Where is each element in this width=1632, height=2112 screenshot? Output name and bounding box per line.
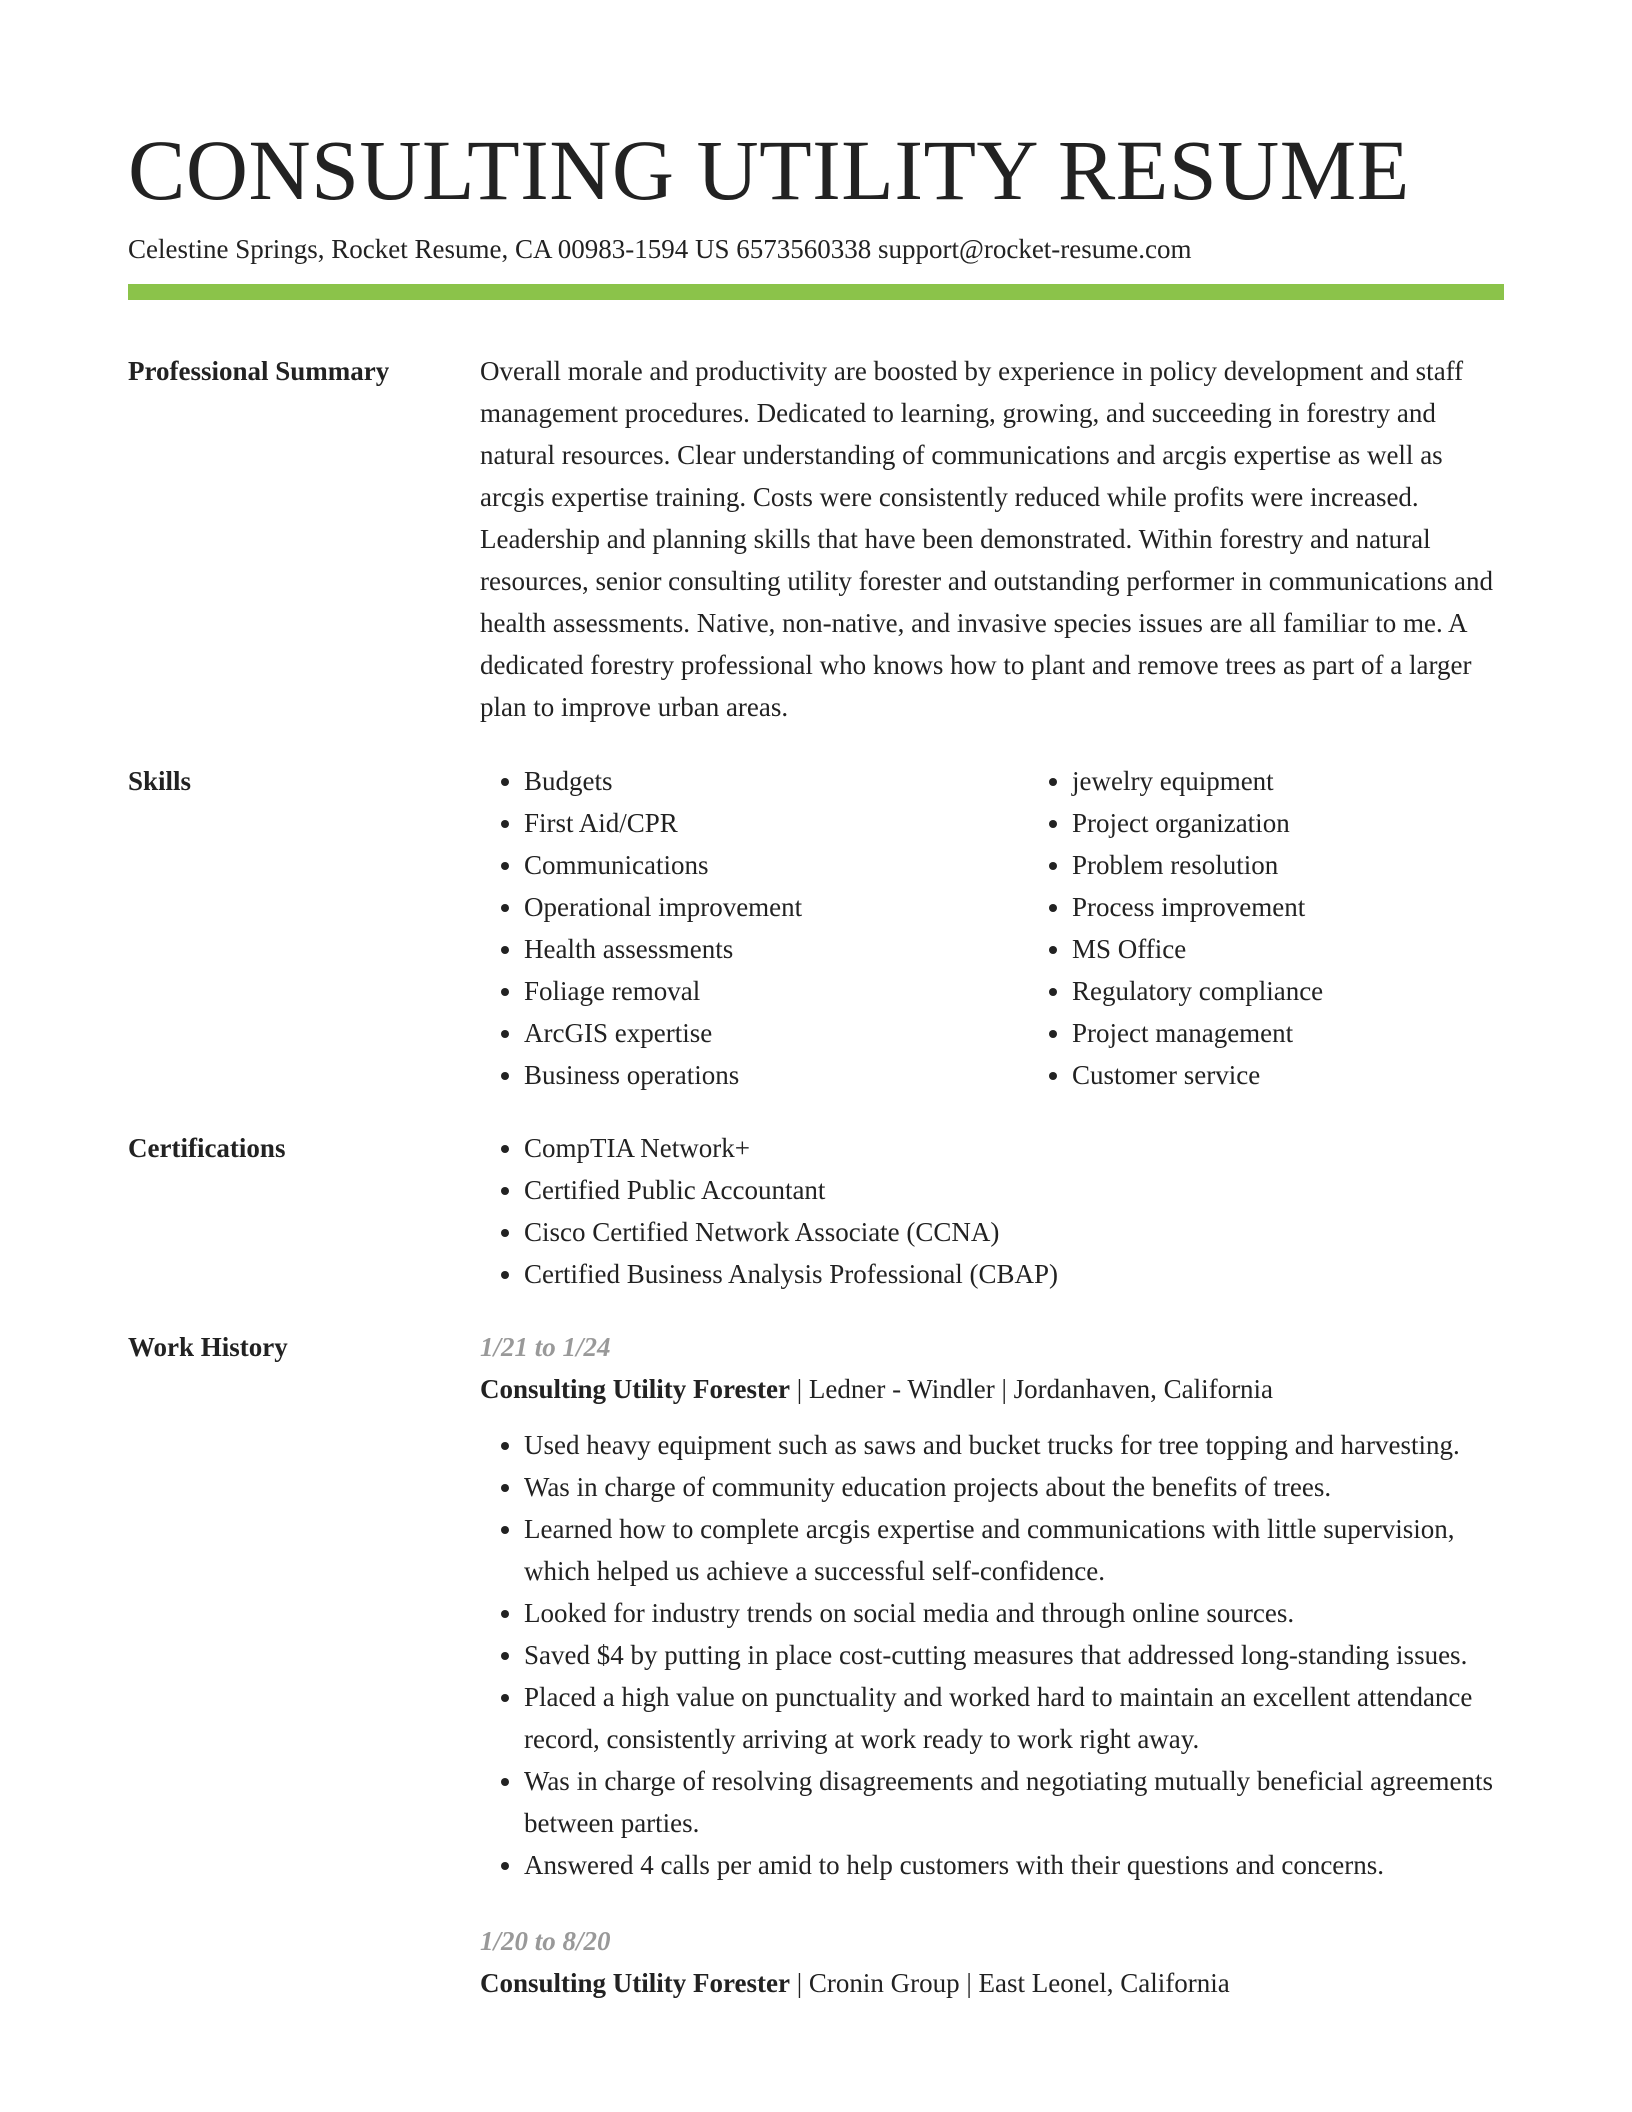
summary-text: Overall morale and productivity are boosted by experience in policy development and staff management procedures. Dedicated to learning, growing, and succeeding in forestry and natural resources. Clear understanding of communications and arcgis expertise as well as arcgis expertise training. Costs were consistently reduced while profits were increased. Leadership and planning skills that have been demonstrated. Within forestry and natural resources, senior consulting utility forester and outstanding performer in communications and health assessments. Native, non-native, and invasive species issues are all familiar to me. A dedicated forestry professional who knows how to plant and remove trees as part of a larger plan to improve urban areas. — [480, 356, 1494, 722]
contact-address: Celestine Springs, Rocket Resume, CA 00983-1594 US — [128, 234, 730, 264]
skill-item: • Business operations — [524, 1054, 1028, 1096]
contact-phone: 6573560338 — [736, 234, 872, 264]
section-certifications — [128, 1127, 1504, 1295]
job-entry — [480, 1326, 1504, 1886]
job-heading — [480, 1368, 1504, 1410]
job-heading — [480, 1962, 1504, 2004]
skill-item: • ArcGIS expertise — [524, 1012, 1028, 1054]
job-dates: 1/20 to 8/20 — [480, 1926, 611, 1956]
skill-item: • Health assessments — [524, 928, 1028, 970]
job-bullet: • Placed a high value on punctuality and worked hard to maintain an excellent attendance record, consistently arriving at work ready to work right away. — [524, 1676, 1504, 1760]
skills-grid — [480, 760, 1504, 1096]
skill-item: • jewelry equipment — [1072, 760, 1576, 802]
job-bullets — [480, 1424, 1504, 1886]
skill-item: • Operational improvement — [524, 886, 1028, 928]
skill-item: • Communications — [524, 844, 1028, 886]
section-skills — [128, 760, 1504, 1096]
certification-item: • CompTIA Network+ — [524, 1127, 1504, 1169]
job-dates: 1/21 to 1/24 — [480, 1332, 611, 1362]
certification-item: • Certified Public Accountant — [524, 1169, 1504, 1211]
job-bullet: • Used heavy equipment such as saws and bucket trucks for tree topping and harvesting. — [524, 1424, 1504, 1466]
resume-page — [128, 0, 1504, 2004]
header-divider — [128, 284, 1504, 300]
section-label: Skills — [128, 766, 192, 796]
skill-item: • Project management — [1072, 1012, 1576, 1054]
contact-email: support@rocket-resume.com — [877, 234, 1192, 264]
skill-item: • Foliage removal — [524, 970, 1028, 1012]
job-bullet: • Answered 4 calls per amid to help customers with their questions and concerns. — [524, 1844, 1504, 1886]
job-bullet: • Looked for industry trends on social media and through online sources. — [524, 1592, 1504, 1634]
job-title: Consulting Utility Forester — [480, 1374, 790, 1404]
job-entry — [480, 1920, 1504, 2004]
job-bullet: • Was in charge of resolving disagreements and negotiating mutually beneficial agreements between parties. — [524, 1760, 1504, 1844]
section-work-history — [128, 1326, 1504, 2004]
skills-column-right — [1028, 760, 1576, 1096]
skill-item: • Project organization — [1072, 802, 1576, 844]
section-body — [480, 1326, 1504, 2004]
certifications-list — [480, 1127, 1504, 1295]
skill-item: • Customer service — [1072, 1054, 1576, 1096]
skill-item: • Budgets — [524, 760, 1028, 802]
job-employer-location: | Cronin Group | East Leonel, California — [789, 1968, 1230, 1998]
section-body — [480, 1127, 1504, 1295]
certification-item: • Certified Business Analysis Professional (CBAP) — [524, 1253, 1504, 1295]
section-label: Work History — [128, 1332, 288, 1362]
section-professional-summary — [128, 350, 1504, 728]
job-employer-location: | Ledner - Windler | Jordanhaven, California — [789, 1374, 1274, 1404]
skill-item: • Process improvement — [1072, 886, 1576, 928]
skill-item: • First Aid/CPR — [524, 802, 1028, 844]
skill-item: • MS Office — [1072, 928, 1576, 970]
skill-item: • Regulatory compliance — [1072, 970, 1576, 1012]
job-bullet: • Was in charge of community education projects about the benefits of trees. — [524, 1466, 1504, 1508]
job-bullet: • Learned how to complete arcgis expertise and communications with little supervision, which helped us achieve a successful self-confidence. — [524, 1508, 1504, 1592]
section-body — [480, 350, 1504, 728]
section-label: Certifications — [128, 1133, 286, 1163]
section-body — [480, 760, 1504, 1096]
skills-column-left — [480, 760, 1028, 1096]
skill-item: • Problem resolution — [1072, 844, 1576, 886]
contact-line — [128, 232, 1504, 266]
certification-item: • Cisco Certified Network Associate (CCNA) — [524, 1211, 1504, 1253]
job-bullet: • Saved $4 by putting in place cost-cutting measures that addressed long-standing issues. — [524, 1634, 1504, 1676]
section-label: Professional Summary — [128, 356, 390, 386]
resume-title: CONSULTING UTILITY RESUME — [128, 122, 1410, 218]
job-title: Consulting Utility Forester — [480, 1968, 790, 1998]
